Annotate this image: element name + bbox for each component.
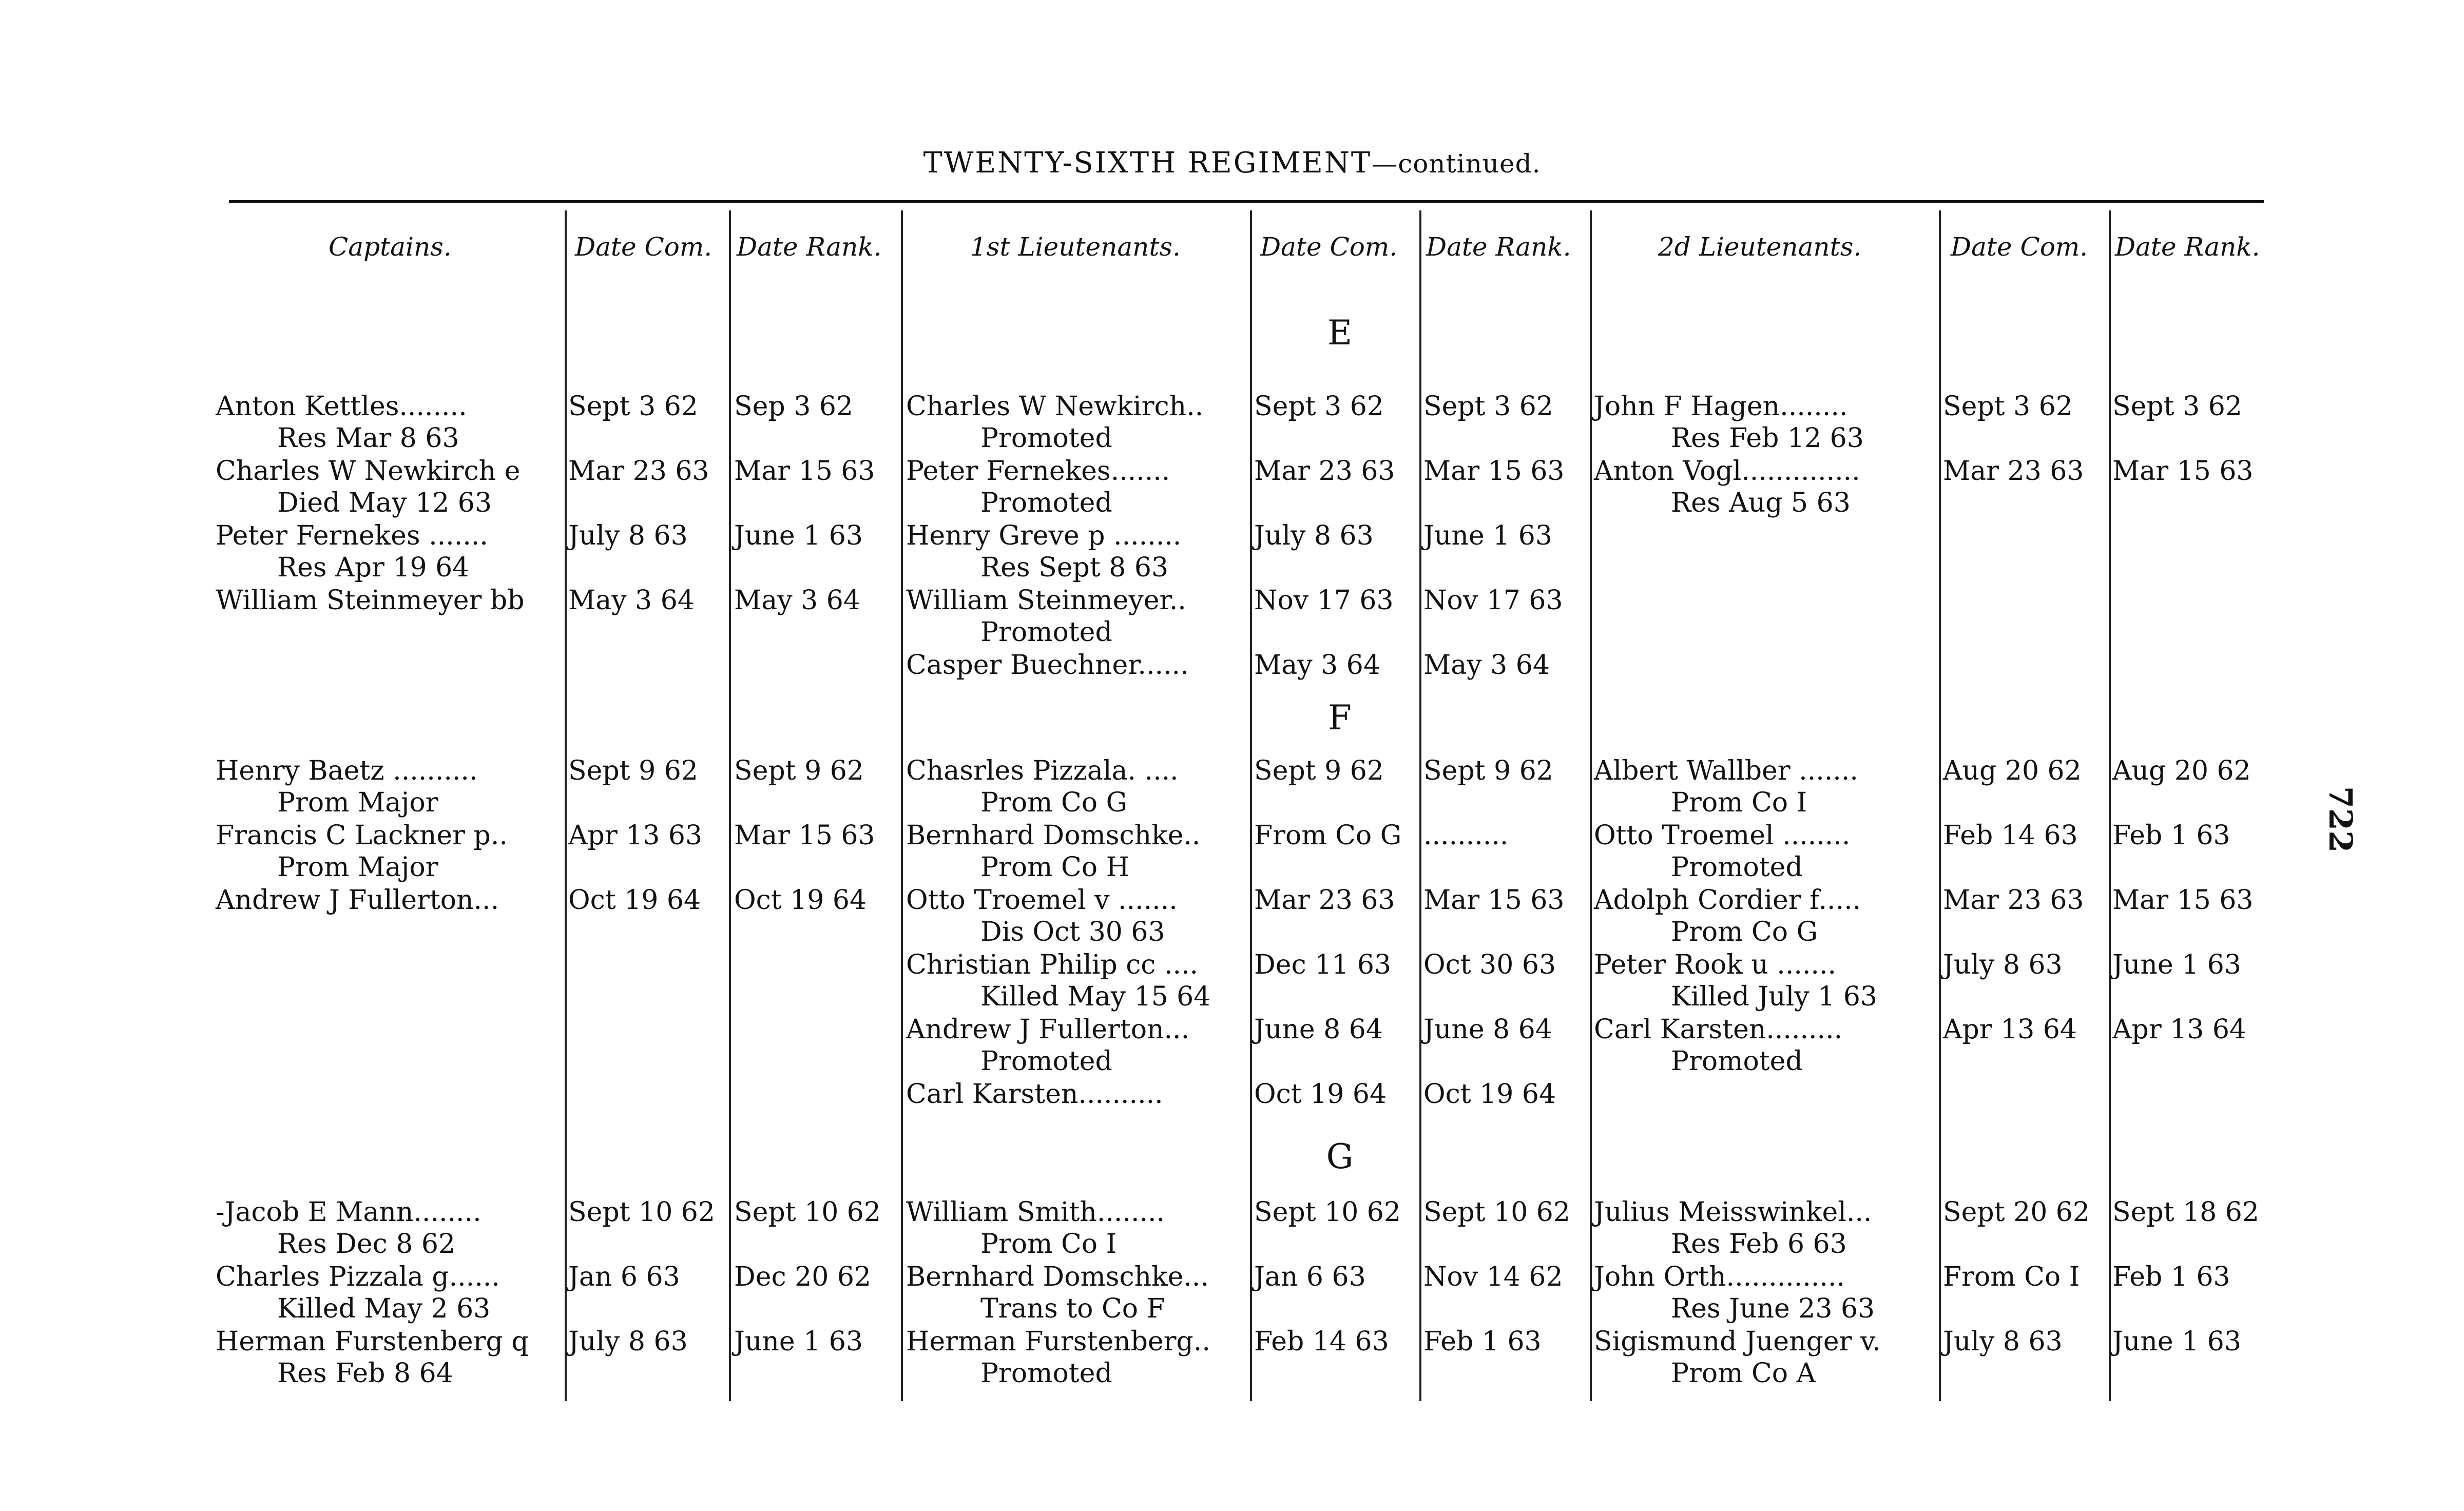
officer-name: Peter Rook u ....... xyxy=(1594,950,1837,980)
date-rank: Mar 15 63 xyxy=(734,820,875,851)
date-commissioned: Sept 20 62 xyxy=(1943,1197,2090,1228)
date-rank: Mar 15 63 xyxy=(2112,456,2254,487)
title-suffix: —continued. xyxy=(1372,149,1541,179)
date-commissioned: Apr 13 64 xyxy=(1943,1014,2077,1045)
title-main: TWENTY-SIXTH REGIMENT xyxy=(923,146,1372,180)
officer-note: Promoted xyxy=(980,617,1112,648)
officer-note: Res Sept 8 63 xyxy=(980,552,1169,583)
officer-name: Casper Buechner...... xyxy=(906,650,1189,681)
date-rank: Oct 19 64 xyxy=(734,885,867,916)
officer-name: Julius Meisswinkel... xyxy=(1594,1197,1872,1228)
header-captains: Captains. xyxy=(329,232,452,262)
date-commissioned: From Co I xyxy=(1943,1262,2080,1292)
date-commissioned: July 8 63 xyxy=(1254,520,1374,551)
officer-name: -Jacob E Mann........ xyxy=(216,1197,482,1228)
date-commissioned: Sept 9 62 xyxy=(568,756,698,786)
officer-note: Res Aug 5 63 xyxy=(1671,488,1851,518)
officer-note: Res Feb 6 63 xyxy=(1671,1229,1847,1260)
officer-name: Peter Fernekes ....... xyxy=(216,520,488,551)
date-rank: Oct 19 64 xyxy=(1423,1079,1556,1110)
date-commissioned: Sept 3 62 xyxy=(1254,391,1384,422)
date-commissioned: May 3 64 xyxy=(568,585,695,616)
officer-note: Killed May 2 63 xyxy=(277,1293,491,1324)
date-commissioned: Sept 10 62 xyxy=(568,1197,715,1228)
title-rule xyxy=(229,200,2264,203)
header-second-lieutenants: 2d Lieutenants. xyxy=(1658,232,1862,262)
officer-note: Prom Co H xyxy=(980,852,1129,883)
officer-note: Prom Major xyxy=(277,787,438,818)
date-commissioned: Nov 17 63 xyxy=(1254,585,1394,616)
column-divider xyxy=(2109,210,2111,1401)
officer-note: Killed May 15 64 xyxy=(980,981,1211,1012)
officer-name: William Steinmeyer bb xyxy=(216,585,525,616)
date-rank: Sept 18 62 xyxy=(2112,1197,2259,1228)
date-commissioned: Feb 14 63 xyxy=(1943,820,2078,851)
date-rank: Mar 15 63 xyxy=(1423,456,1565,487)
date-rank: Apr 13 64 xyxy=(2112,1014,2247,1045)
officer-name: Andrew J Fullerton... xyxy=(216,885,499,916)
officer-name: Otto Troemel v ....... xyxy=(906,885,1178,916)
date-commissioned: July 8 63 xyxy=(568,1326,688,1357)
date-commissioned: Mar 23 63 xyxy=(1254,456,1395,487)
officer-note: Died May 12 63 xyxy=(277,488,492,518)
officer-name: Chasrles Pizzala. .... xyxy=(906,756,1179,786)
date-rank: Sept 9 62 xyxy=(1423,756,1553,786)
officer-note: Promoted xyxy=(1671,1046,1803,1077)
date-rank: June 1 63 xyxy=(734,1326,863,1357)
date-rank: Mar 15 63 xyxy=(1423,885,1565,916)
officer-name: Carl Karsten......... xyxy=(1594,1014,1843,1045)
officer-note: Res Feb 12 63 xyxy=(1671,423,1864,454)
officer-name: William Steinmeyer.. xyxy=(906,585,1186,616)
column-divider xyxy=(1419,210,1421,1401)
officer-note: Res June 23 63 xyxy=(1671,1293,1875,1324)
officer-note: Dis Oct 30 63 xyxy=(980,917,1165,947)
date-rank: Nov 17 63 xyxy=(1423,585,1563,616)
page-title xyxy=(0,146,2464,180)
officer-note: Promoted xyxy=(980,488,1112,518)
column-divider xyxy=(1590,210,1592,1401)
date-commissioned: Sept 3 62 xyxy=(568,391,698,422)
date-rank: June 1 63 xyxy=(1423,520,1552,551)
officer-name: John Orth.............. xyxy=(1594,1262,1845,1292)
officer-note: Trans to Co F xyxy=(980,1293,1165,1324)
officer-name: Charles Pizzala g...... xyxy=(216,1262,500,1292)
date-rank: June 8 64 xyxy=(1423,1014,1552,1045)
header-date-com: Date Com. xyxy=(1260,232,1398,262)
officer-note: Res Dec 8 62 xyxy=(277,1229,456,1260)
date-rank: Sept 3 62 xyxy=(2112,391,2242,422)
date-commissioned: July 8 63 xyxy=(1943,950,2063,980)
header-date-rank: Date Rank. xyxy=(2115,232,2260,262)
officer-name: Otto Troemel ........ xyxy=(1594,820,1851,851)
date-commissioned: Feb 14 63 xyxy=(1254,1326,1389,1357)
date-rank: Sept 10 62 xyxy=(1423,1197,1570,1228)
officer-name: Herman Furstenberg.. xyxy=(906,1326,1210,1357)
officer-note: Prom Co I xyxy=(1671,787,1807,818)
date-rank: Sept 3 62 xyxy=(1423,391,1553,422)
officer-note: Prom Major xyxy=(277,852,438,883)
date-rank: Feb 1 63 xyxy=(2112,1262,2230,1292)
officer-note: Promoted xyxy=(980,1046,1112,1077)
company-heading: F xyxy=(1328,698,1352,738)
header-date-com: Date Com. xyxy=(575,232,713,262)
officer-name: Anton Kettles........ xyxy=(216,391,467,422)
date-rank: Feb 1 63 xyxy=(2112,820,2230,851)
date-commissioned: Sept 9 62 xyxy=(1254,756,1384,786)
officer-note: Promoted xyxy=(1671,852,1803,883)
date-commissioned: July 8 63 xyxy=(568,520,688,551)
officer-note: Res Mar 8 63 xyxy=(277,423,459,454)
page-number: 722 xyxy=(2322,786,2360,853)
column-divider xyxy=(1939,210,1941,1401)
officer-name: Bernhard Domschke... xyxy=(906,1262,1209,1292)
officer-name: Henry Greve p ........ xyxy=(906,520,1182,551)
date-rank: Nov 14 62 xyxy=(1423,1262,1563,1292)
date-rank: .......... xyxy=(1423,820,1509,851)
officer-name: John F Hagen........ xyxy=(1594,391,1848,422)
date-commissioned: Aug 20 62 xyxy=(1943,756,2082,786)
column-divider xyxy=(901,210,903,1401)
officer-name: Bernhard Domschke.. xyxy=(906,820,1201,851)
officer-note: Res Feb 8 64 xyxy=(277,1358,453,1389)
date-commissioned: Jan 6 63 xyxy=(568,1262,680,1292)
date-rank: Sept 10 62 xyxy=(734,1197,881,1228)
header-date-com: Date Com. xyxy=(1951,232,2088,262)
officer-note: Promoted xyxy=(980,423,1112,454)
company-heading: G xyxy=(1326,1137,1354,1176)
date-commissioned: July 8 63 xyxy=(1943,1326,2063,1357)
date-rank: May 3 64 xyxy=(1423,650,1550,681)
date-commissioned: Sept 10 62 xyxy=(1254,1197,1401,1228)
date-rank: Sep 3 62 xyxy=(734,391,853,422)
officer-name: Charles W Newkirch e xyxy=(216,456,521,487)
officer-name: Adolph Cordier f..... xyxy=(1594,885,1861,916)
date-rank: Mar 15 63 xyxy=(2112,885,2254,916)
column-divider xyxy=(1250,210,1252,1401)
date-rank: Dec 20 62 xyxy=(734,1262,871,1292)
officer-name: Andrew J Fullerton... xyxy=(906,1014,1190,1045)
date-rank: Mar 15 63 xyxy=(734,456,875,487)
officer-name: Peter Fernekes....... xyxy=(906,456,1170,487)
officer-name: Francis C Lackner p.. xyxy=(216,820,508,851)
officer-note: Prom Co G xyxy=(1671,917,1818,947)
header-date-rank: Date Rank. xyxy=(1426,232,1571,262)
date-commissioned: From Co G xyxy=(1254,820,1402,851)
officer-name: Herman Furstenberg q xyxy=(216,1326,529,1357)
date-commissioned: Mar 23 63 xyxy=(1254,885,1395,916)
officer-note: Prom Co G xyxy=(980,787,1128,818)
officer-name: Charles W Newkirch.. xyxy=(906,391,1204,422)
date-commissioned: Mar 23 63 xyxy=(1943,885,2084,916)
header-date-rank: Date Rank. xyxy=(737,232,882,262)
company-heading: E xyxy=(1327,313,1353,353)
officer-name: Albert Wallber ....... xyxy=(1594,756,1858,786)
officer-note: Res Apr 19 64 xyxy=(277,552,470,583)
date-commissioned: Oct 19 64 xyxy=(1254,1079,1387,1110)
date-rank: June 1 63 xyxy=(2112,950,2241,980)
officer-name: Sigismund Juenger v. xyxy=(1594,1326,1881,1357)
date-commissioned: Dec 11 63 xyxy=(1254,950,1391,980)
date-rank: Aug 20 62 xyxy=(2112,756,2251,786)
header-first-lieutenants: 1st Lieutenants. xyxy=(970,232,1181,262)
officer-note: Prom Co I xyxy=(980,1229,1117,1260)
column-divider xyxy=(565,210,567,1401)
officer-name: William Smith........ xyxy=(906,1197,1165,1228)
officer-name: Anton Vogl.............. xyxy=(1594,456,1860,487)
date-commissioned: Jan 6 63 xyxy=(1254,1262,1366,1292)
date-commissioned: Mar 23 63 xyxy=(568,456,709,487)
date-rank: June 1 63 xyxy=(734,520,863,551)
officer-note: Killed July 1 63 xyxy=(1671,981,1877,1012)
officer-name: Henry Baetz .......... xyxy=(216,756,478,786)
date-rank: June 1 63 xyxy=(2112,1326,2241,1357)
date-rank: Feb 1 63 xyxy=(1423,1326,1542,1357)
date-commissioned: Sept 3 62 xyxy=(1943,391,2073,422)
date-rank: Oct 30 63 xyxy=(1423,950,1556,980)
date-commissioned: Oct 19 64 xyxy=(568,885,701,916)
date-rank: Sept 9 62 xyxy=(734,756,864,786)
officer-name: Carl Karsten.......... xyxy=(906,1079,1163,1110)
date-commissioned: Apr 13 63 xyxy=(568,820,703,851)
date-commissioned: June 8 64 xyxy=(1254,1014,1383,1045)
date-commissioned: Mar 23 63 xyxy=(1943,456,2084,487)
officer-note: Promoted xyxy=(980,1358,1112,1389)
officer-note: Prom Co A xyxy=(1671,1358,1816,1389)
date-rank: May 3 64 xyxy=(734,585,860,616)
date-commissioned: May 3 64 xyxy=(1254,650,1380,681)
officer-name: Christian Philip cc .... xyxy=(906,950,1199,980)
column-divider xyxy=(729,210,731,1401)
